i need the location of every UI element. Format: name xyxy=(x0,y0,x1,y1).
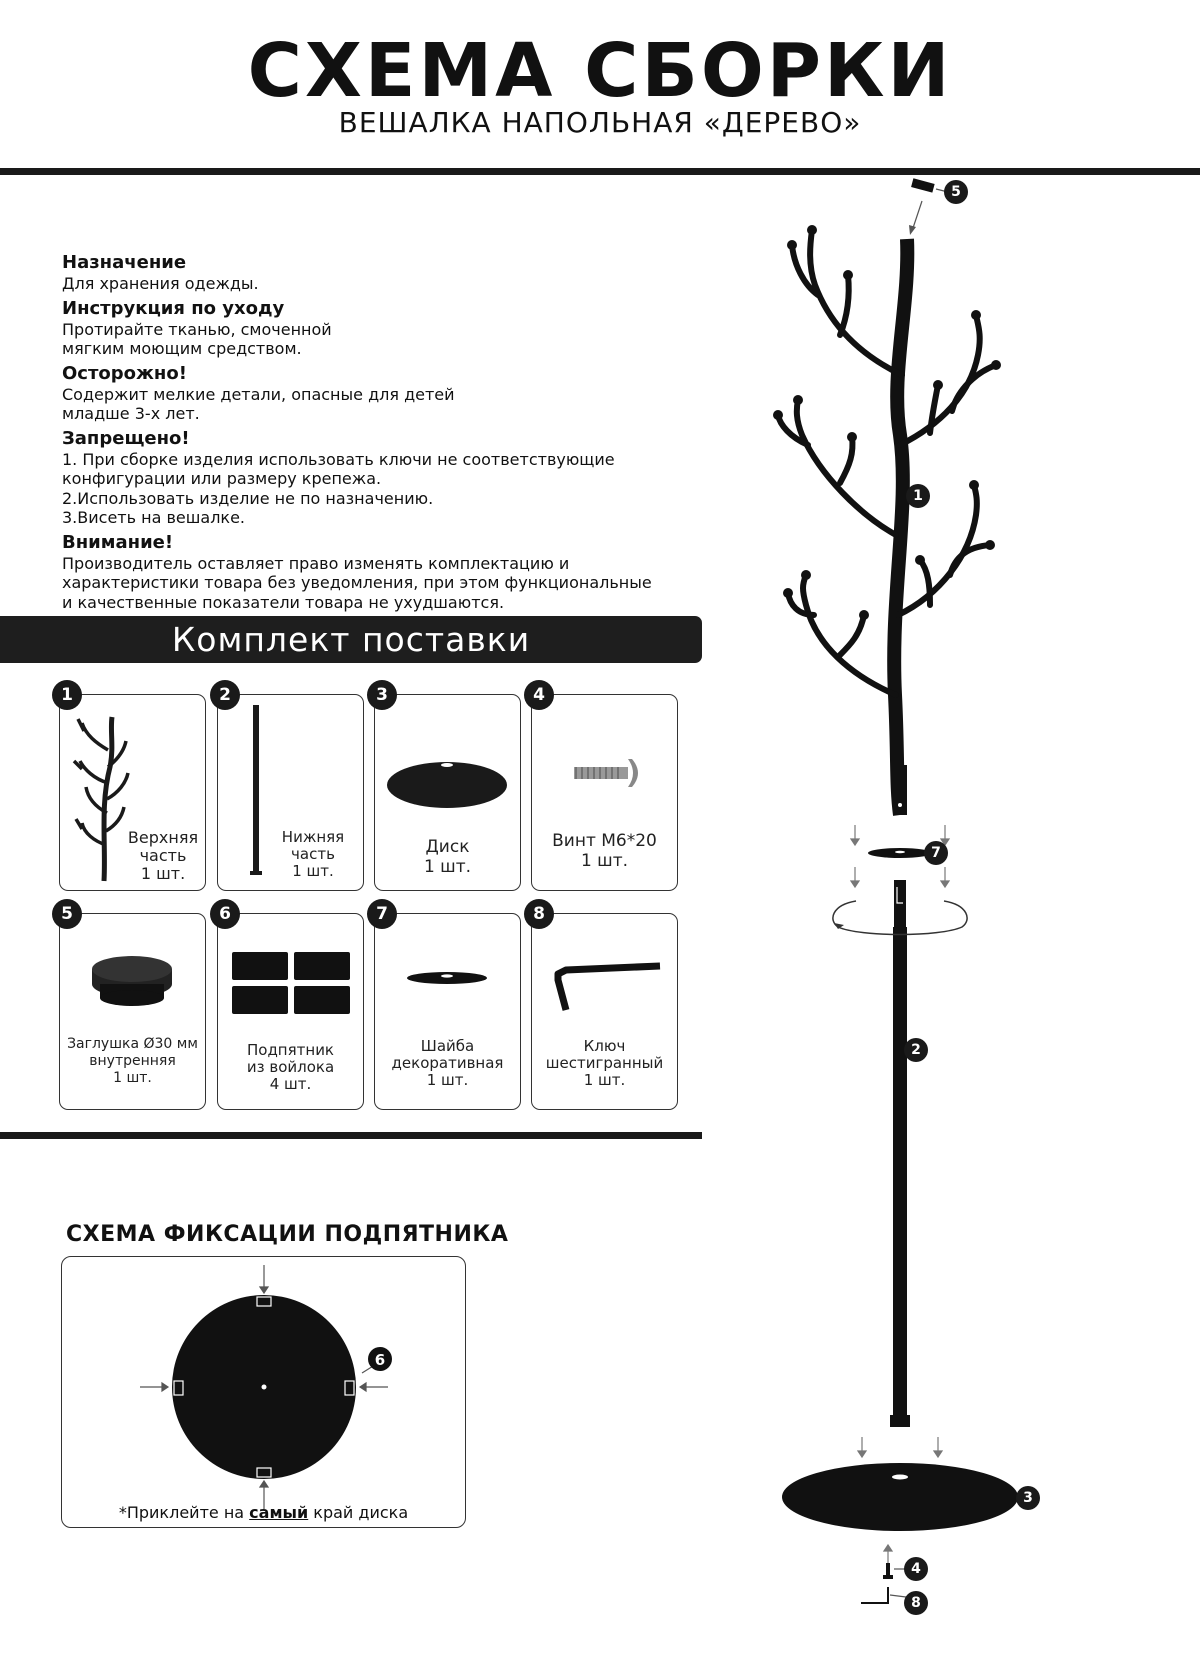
assembly-badge-4: 4 xyxy=(904,1557,928,1581)
kit-caption-7-line1: Шайба xyxy=(420,1037,475,1055)
kit-caption-1 xyxy=(120,829,206,883)
assembly-diagram xyxy=(720,175,1200,1675)
kit-caption-2 xyxy=(268,829,358,880)
kit-caption-6-line3: 4 шт. xyxy=(269,1075,312,1093)
attention-text-2: характеристики товара без уведомления, при этом функциональные xyxy=(62,573,652,592)
kit-badge-1: 1 xyxy=(52,680,82,710)
assembly-badge-3: 3 xyxy=(1016,1486,1040,1510)
purpose-text: Для хранения одежды. xyxy=(62,274,259,293)
caution-heading: Осторожно! xyxy=(62,362,187,384)
kit-caption-8-line3: 1 шт. xyxy=(583,1071,626,1089)
fixation-note xyxy=(61,1503,466,1522)
kit-caption-6-line2: из войлока xyxy=(246,1058,335,1076)
kit-caption-8 xyxy=(532,1038,677,1089)
fixation-note-post: край диска xyxy=(308,1503,409,1522)
purpose-heading: Назначение xyxy=(62,252,187,273)
kit-caption-6-line1: Подпятник xyxy=(246,1041,334,1059)
kit-banner: Комплект поставки xyxy=(0,616,702,663)
fixation-title: СХЕМА ФИКСАЦИИ ПОДПЯТНИКА xyxy=(66,1222,509,1247)
fixation-note-bold: самый xyxy=(249,1503,309,1522)
kit-caption-5-line1: Заглушка Ø30 мм xyxy=(67,1036,198,1052)
kit-badge-5: 5 xyxy=(52,899,82,929)
kit-caption-3-line1: Диск xyxy=(425,837,470,857)
kit-divider xyxy=(0,1132,702,1139)
fixation-box xyxy=(61,1256,466,1528)
assembly-badge-7: 7 xyxy=(924,841,948,865)
kit-badge-7: 7 xyxy=(367,899,397,929)
forbidden-text-4: 3.Висеть на вешалке. xyxy=(62,508,246,527)
forbidden-text-2: конфигурации или размеру крепежа. xyxy=(62,469,382,488)
care-heading: Инструкция по уходу xyxy=(62,297,285,319)
kit-caption-8-line1: Ключ xyxy=(583,1037,626,1055)
kit-caption-7-line3: 1 шт. xyxy=(426,1071,469,1089)
kit-card-2 xyxy=(217,694,364,891)
kit-card-6 xyxy=(217,913,364,1110)
kit-caption-6 xyxy=(218,1042,363,1093)
kit-caption-5-line2: внутренняя xyxy=(89,1053,176,1069)
fixation-badge: 6 xyxy=(374,1351,386,1369)
kit-caption-3 xyxy=(375,837,520,877)
fixation-disk-diagram xyxy=(62,1257,465,1527)
kit-caption-2-line2: часть xyxy=(291,845,335,863)
kit-caption-5-line3: 1 шт. xyxy=(113,1070,152,1086)
attention-heading: Внимание! xyxy=(62,531,174,553)
kit-badge-8: 8 xyxy=(524,899,554,929)
kit-card-5 xyxy=(59,913,206,1110)
info-section xyxy=(62,248,702,612)
kit-caption-2-line1: Нижняя xyxy=(281,828,345,846)
care-text-2: мягким моющим средством. xyxy=(62,339,302,358)
kit-card-7 xyxy=(374,913,521,1110)
kit-caption-4-line1: Винт М6*20 xyxy=(552,831,657,851)
kit-caption-8-line2: шестигранный xyxy=(545,1054,664,1072)
kit-caption-5 xyxy=(60,1036,205,1087)
kit-caption-7-line2: декоративная xyxy=(391,1054,504,1072)
caution-text-1: Содержит мелкие детали, опасные для детей xyxy=(62,384,455,404)
kit-caption-4 xyxy=(532,831,677,871)
caution-text-2: младше 3-х лет. xyxy=(62,404,200,423)
kit-caption-1-line1: Верхняя xyxy=(127,828,199,847)
page-subtitle: ВЕШАЛКА НАПОЛЬНАЯ «ДЕРЕВО» xyxy=(338,106,862,139)
kit-card-4 xyxy=(531,694,678,891)
assembly-badge-2: 2 xyxy=(904,1038,928,1062)
attention-text-3: и качественные показатели товара не ухудшаются. xyxy=(62,592,505,612)
kit-caption-2-line3: 1 шт. xyxy=(292,862,334,880)
care-text-1: Протирайте тканью, смоченной xyxy=(62,319,332,339)
assembly-badge-1: 1 xyxy=(906,484,930,508)
kit-card-3 xyxy=(374,694,521,891)
attention-text-1: Производитель оставляет право изменять комплектацию и xyxy=(62,553,570,573)
forbidden-text-1: 1. При сборке изделия использовать ключи не соответствующие xyxy=(62,449,615,469)
kit-badge-3: 3 xyxy=(367,680,397,710)
kit-caption-1-line2: часть xyxy=(139,846,187,865)
assembly-badge-8: 8 xyxy=(904,1591,928,1615)
forbidden-heading: Запрещено! xyxy=(62,427,190,449)
kit-caption-7 xyxy=(375,1038,520,1089)
kit-badge-4: 4 xyxy=(524,680,554,710)
kit-caption-4-line2: 1 шт. xyxy=(580,851,629,871)
kit-card-1 xyxy=(59,694,206,891)
forbidden-text-3: 2.Использовать изделие не по назначению. xyxy=(62,488,434,508)
page-title: СХЕМА СБОРКИ xyxy=(247,28,953,114)
kit-caption-1-line3: 1 шт. xyxy=(140,864,186,883)
assembly-badge-5: 5 xyxy=(944,180,968,204)
kit-badge-2: 2 xyxy=(210,680,240,710)
kit-badge-6: 6 xyxy=(210,899,240,929)
header-divider xyxy=(0,168,1200,175)
kit-caption-3-line2: 1 шт. xyxy=(423,857,472,877)
kit-card-8 xyxy=(531,913,678,1110)
fixation-note-pre: *Приклейте на xyxy=(118,1503,250,1522)
